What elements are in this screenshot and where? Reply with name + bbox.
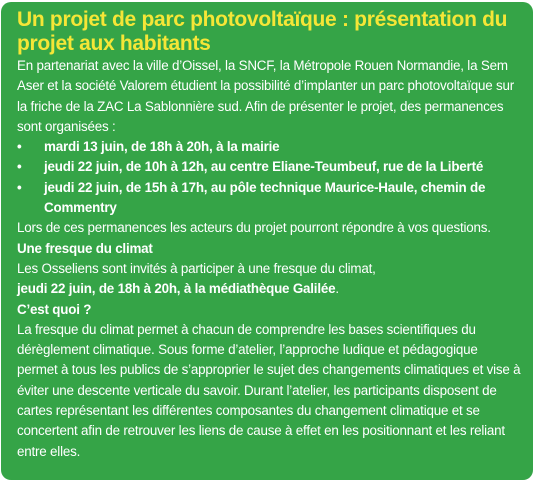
session-text: jeudi 22 juin, de 10h à 12h, au centre Eliane-Teumbeuf, rue de la Liberté bbox=[44, 159, 484, 175]
list-item bbox=[17, 157, 521, 177]
list-item bbox=[17, 178, 521, 219]
session-text: mardi 13 juin, de 18h à 20h, à la mairie bbox=[44, 139, 280, 155]
article-title: Un projet de parc photovoltaïque : présentation du projet aux habitants bbox=[17, 8, 508, 55]
fresque-invite: Les Osseliens sont invités à participer à une fresque du climat, bbox=[17, 260, 376, 276]
bullet-marker: • bbox=[17, 159, 22, 175]
info-panel bbox=[1, 2, 533, 480]
question-heading: C’est quoi ? bbox=[17, 301, 92, 317]
list-item bbox=[17, 137, 521, 157]
sessions-note: Lors de ces permanences les acteurs du projet pourront répondre à vos questions. bbox=[17, 220, 491, 236]
article-body bbox=[17, 56, 521, 462]
fresque-event bbox=[17, 279, 521, 299]
fresque-event-text: jeudi 22 juin, de 18h à 20h, à la médiathèque Galilée bbox=[17, 281, 336, 297]
sessions-list bbox=[17, 137, 521, 218]
fresque-event-end: . bbox=[335, 281, 339, 297]
fresque-description: La fresque du climat permet à chacun de comprendre les bases scientifiques du dérèglement climatique. Sous forme d’atelier, l’approche ludique et pédagogique permet à tous les publics de s’approprier le sujet des changements climatiques et vise à éviter une descente verticale du savoir. Durant l’atelier, les participants disposent de cartes représentant les différentes composantes du changement climatique et se concertent afin de retrouver les liens de cause à effet en les positionnant et les reliant entre elles. bbox=[17, 321, 521, 459]
bullet-marker: • bbox=[17, 179, 22, 195]
session-text: jeudi 22 juin, de 15h à 17h, au pôle technique Maurice-Haule, chemin de Commentry bbox=[44, 179, 486, 216]
intro-paragraph: En partenariat avec la ville d’Oissel, la SNCF, la Métropole Rouen Normandie, la Sem Aser et la société Valorem étudient la possibilité d’implanter un parc photovoltaïque sur la friche de la ZAC La Sablonnière sud. Afin de présenter le projet, des permanences sont organisées : bbox=[17, 58, 515, 134]
fresque-heading: Une fresque du climat bbox=[17, 240, 153, 256]
bullet-marker: • bbox=[17, 139, 22, 155]
